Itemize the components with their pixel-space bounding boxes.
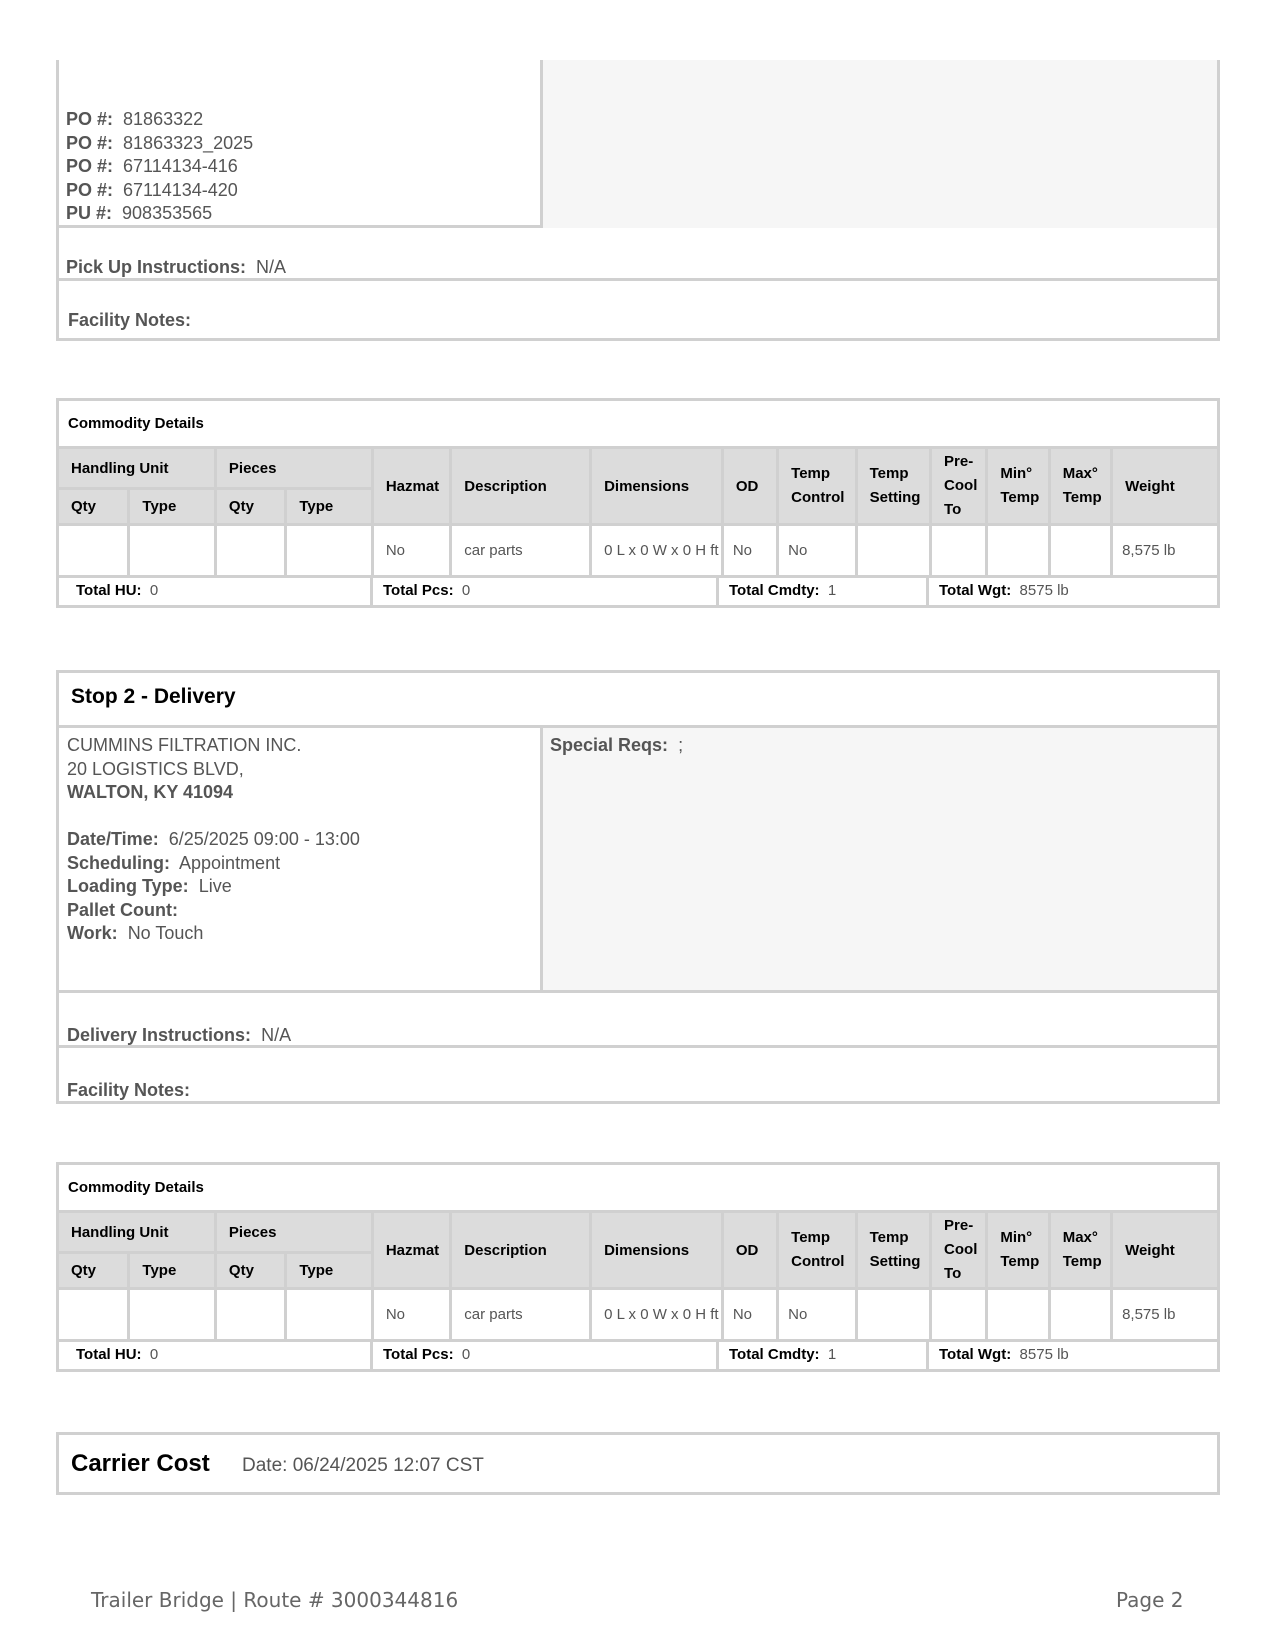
cell-pcs-qty bbox=[215, 525, 285, 577]
cell-od: No bbox=[722, 1289, 777, 1341]
col-temp-control: Temp Control bbox=[778, 448, 856, 525]
commodity-title: Commodity Details bbox=[58, 400, 1219, 448]
cell-pcs-type bbox=[286, 1289, 373, 1341]
col-hu-type: Type bbox=[129, 489, 216, 525]
col-weight: Weight bbox=[1112, 448, 1219, 525]
special-reqs: Special Reqs: ; bbox=[550, 735, 684, 755]
total-hu: Total HU: 0 bbox=[76, 1346, 159, 1363]
total-pcs: Total Pcs: 0 bbox=[383, 582, 471, 599]
cell-pre-cool-to bbox=[931, 525, 987, 577]
col-od: OD bbox=[722, 1212, 777, 1289]
field-loading-type: Loading Type: Live bbox=[67, 876, 232, 896]
total-cmdty: Total Cmdty: 1 bbox=[729, 582, 837, 599]
col-min-temp: Min° Temp bbox=[987, 1212, 1049, 1289]
col-pieces: Pieces bbox=[215, 1212, 372, 1253]
ref-line: PO #: 81863323_2025 bbox=[66, 132, 254, 153]
col-pcs-qty: Qty bbox=[215, 489, 285, 525]
cell-hazmat: No bbox=[372, 525, 450, 577]
col-description: Description bbox=[451, 1212, 591, 1289]
stop2-address bbox=[67, 734, 360, 946]
table-row bbox=[58, 525, 1219, 577]
ref-line: PO #: 67114134-416 bbox=[66, 156, 238, 176]
col-hazmat: Hazmat bbox=[372, 448, 450, 525]
ref-line: PO #: 67114134-420 bbox=[66, 179, 238, 200]
col-max-temp: Max° Temp bbox=[1049, 1212, 1111, 1289]
stop1-refs bbox=[66, 108, 253, 226]
stop1-facility-notes: Facility Notes: bbox=[68, 310, 192, 330]
stop2-facility-notes: Facility Notes: bbox=[67, 1080, 191, 1100]
col-pre-cool-to: Pre-Cool To bbox=[931, 1212, 987, 1289]
col-weight: Weight bbox=[1112, 1212, 1219, 1289]
cell-dimensions: 0 L x 0 W x 0 H ft bbox=[591, 525, 723, 577]
cell-od: No bbox=[722, 525, 777, 577]
cell-temp-setting bbox=[856, 1289, 930, 1341]
col-hu-qty: Qty bbox=[58, 1253, 129, 1289]
commodity-totals-2 bbox=[56, 1342, 1220, 1372]
field-work: Work: No Touch bbox=[67, 923, 204, 943]
cell-hu-type bbox=[129, 525, 216, 577]
cell-pre-cool-to bbox=[931, 1289, 987, 1341]
col-od: OD bbox=[722, 448, 777, 525]
cell-weight: 8,575 lb bbox=[1112, 525, 1219, 577]
cell-temp-control: No bbox=[778, 525, 856, 577]
carrier-cost-title: Carrier Cost bbox=[71, 1450, 210, 1477]
address-company: CUMMINS FILTRATION INC. bbox=[67, 735, 302, 755]
col-hu-type: Type bbox=[129, 1253, 216, 1289]
field-pallet-count: Pallet Count: bbox=[67, 899, 178, 920]
footer-route: Trailer Bridge | Route # 3000344816 bbox=[91, 1588, 459, 1612]
total-cmdty: Total Cmdty: 1 bbox=[729, 1346, 837, 1363]
cell-max-temp bbox=[1049, 525, 1111, 577]
table-row bbox=[58, 1289, 1219, 1341]
col-pieces: Pieces bbox=[215, 448, 372, 489]
col-pcs-qty: Qty bbox=[215, 1253, 285, 1289]
cell-hu-qty bbox=[58, 525, 129, 577]
total-wgt: Total Wgt: 8575 lb bbox=[939, 582, 1069, 599]
cell-temp-setting bbox=[856, 525, 930, 577]
cell-hu-qty bbox=[58, 1289, 129, 1341]
total-hu: Total HU: 0 bbox=[76, 582, 159, 599]
col-temp-setting: Temp Setting bbox=[856, 1212, 930, 1289]
total-wgt: Total Wgt: 8575 lb bbox=[939, 1346, 1069, 1363]
address-city: WALTON, KY 41094 bbox=[67, 782, 234, 802]
col-min-temp: Min° Temp bbox=[987, 448, 1049, 525]
cell-pcs-type bbox=[286, 525, 373, 577]
field-scheduling: Scheduling: Appointment bbox=[67, 852, 281, 873]
commodity-table-1 bbox=[56, 398, 1220, 578]
col-temp-setting: Temp Setting bbox=[856, 448, 930, 525]
col-dimensions: Dimensions bbox=[591, 448, 723, 525]
col-dimensions: Dimensions bbox=[591, 1212, 723, 1289]
cell-dimensions: 0 L x 0 W x 0 H ft bbox=[591, 1289, 723, 1341]
cell-pcs-qty bbox=[215, 1289, 285, 1341]
total-pcs: Total Pcs: 0 bbox=[383, 1346, 471, 1363]
ref-line: PU #: 908353565 bbox=[66, 203, 213, 223]
cell-min-temp bbox=[987, 1289, 1049, 1341]
carrier-cost-panel bbox=[56, 1432, 1220, 1495]
field-datetime: Date/Time: 6/25/2025 09:00 - 13:00 bbox=[67, 829, 360, 849]
cell-description: car parts bbox=[451, 525, 591, 577]
cell-hazmat: No bbox=[372, 1289, 450, 1341]
col-hazmat: Hazmat bbox=[372, 1212, 450, 1289]
pickup-instructions: Pick Up Instructions: N/A bbox=[66, 257, 287, 277]
cell-temp-control: No bbox=[778, 1289, 856, 1341]
address-street: 20 LOGISTICS BLVD, bbox=[67, 758, 244, 779]
col-pcs-type: Type bbox=[286, 1253, 373, 1289]
col-handling-unit: Handling Unit bbox=[58, 448, 216, 489]
col-pcs-type: Type bbox=[286, 489, 373, 525]
col-temp-control: Temp Control bbox=[778, 1212, 856, 1289]
stop2-panel bbox=[56, 670, 1220, 1104]
cell-description: car parts bbox=[451, 1289, 591, 1341]
carrier-cost-date: Date: 06/24/2025 12:07 CST bbox=[242, 1455, 484, 1476]
delivery-instructions: Delivery Instructions: N/A bbox=[67, 1025, 292, 1045]
cell-max-temp bbox=[1049, 1289, 1111, 1341]
cell-min-temp bbox=[987, 525, 1049, 577]
col-description: Description bbox=[451, 448, 591, 525]
col-max-temp: Max° Temp bbox=[1049, 448, 1111, 525]
col-hu-qty: Qty bbox=[58, 489, 129, 525]
cell-weight: 8,575 lb bbox=[1112, 1289, 1219, 1341]
footer-page-number: Page 2 bbox=[1116, 1588, 1184, 1612]
ref-line: PO #: 81863322 bbox=[66, 109, 204, 129]
stop2-special-panel bbox=[540, 728, 1217, 990]
col-pre-cool-to: Pre-Cool To bbox=[931, 448, 987, 525]
commodity-table-2 bbox=[56, 1162, 1220, 1342]
col-handling-unit: Handling Unit bbox=[58, 1212, 216, 1253]
stop2-title: Stop 2 - Delivery bbox=[71, 685, 236, 708]
commodity-totals-1 bbox=[56, 578, 1220, 608]
cell-hu-type bbox=[129, 1289, 216, 1341]
stop1-right-panel bbox=[540, 60, 1217, 228]
commodity-title: Commodity Details bbox=[58, 1164, 1219, 1212]
